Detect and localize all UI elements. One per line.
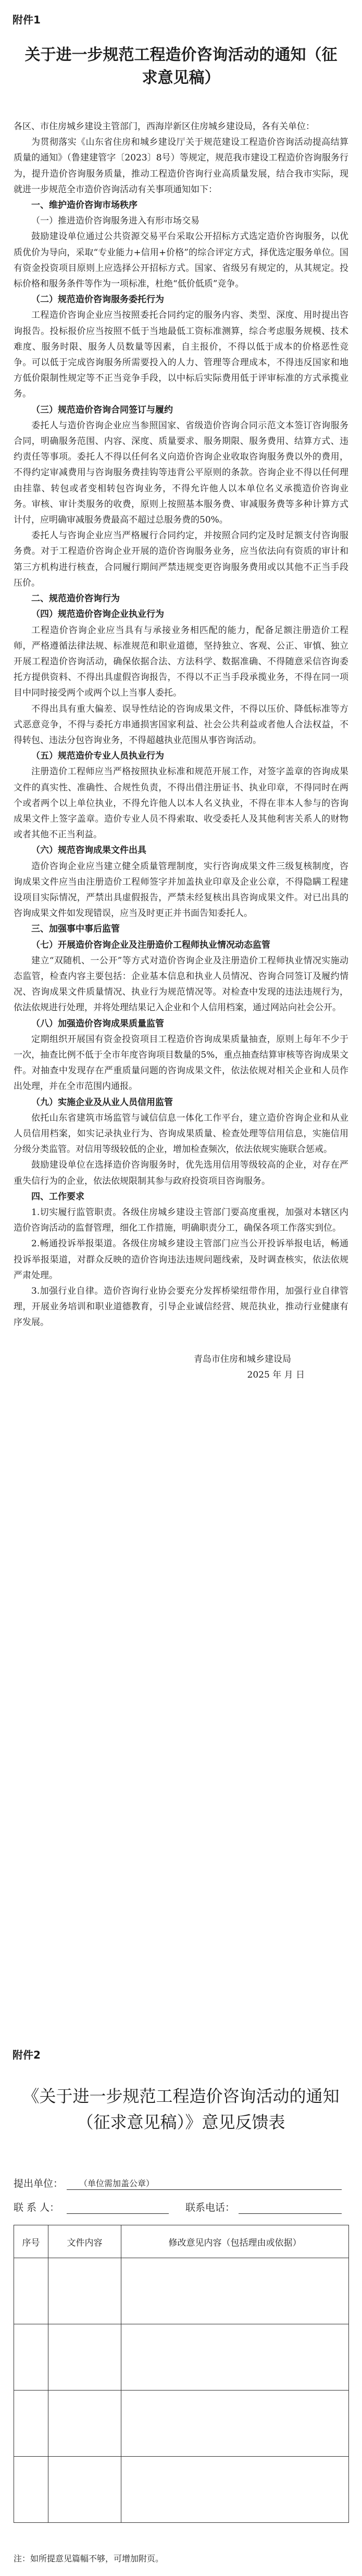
table-cell[interactable]: [48, 2324, 121, 2391]
issue-date: 2025 年 月 日: [247, 1369, 305, 1380]
section-heading: 二、规范造价咨询行为: [31, 593, 120, 604]
contact-field-row: [14, 2199, 347, 2215]
paragraph: 工程造价咨询企业应当具有与承接业务相匹配的能力，配备足额注册造价工程师，严格遵循法律法规、标准规范和职业道德，坚持独立、客观、公正、审慎、独立开展工程造价咨询活动，确保依据合法、方法科学、数据准确、不得随意采信咨询委托方提供资料、不得出具虚假咨询报告，不得以不正当手段承揽业务，不得在同一项目中同时接受两个或两个以上当事人委托。: [14, 625, 348, 699]
contact-person-label: 联 系 人：: [14, 2202, 60, 2213]
paragraph: 3.加强行业自律。造价咨询行业协会要充分发挥桥梁纽带作用，加强行业自律管理，开展业务培训和职业道德教育，引导企业诚信经营、规范执业，推动行业健康有序发展。: [14, 1286, 348, 1328]
paragraph: 1.切实履行监管职责。各级住房城乡建设主管部门要高度重视，加强对本辖区内造价咨询活动的监督管理，细化工作措施，明确职责分工，确保各项工作落实到位。: [14, 1207, 348, 1234]
attachment-2-label: 附件2: [13, 2049, 41, 2061]
table-row: [14, 2391, 349, 2457]
phone-underline: [239, 2213, 342, 2214]
table-cell[interactable]: [14, 2391, 48, 2457]
unit-underline: [67, 2189, 342, 2190]
table-cell[interactable]: [48, 2258, 121, 2324]
paragraph: 各区、市住房城乡建设主管部门，西海岸新区住房城乡建设局，各有关单位：: [14, 121, 315, 132]
notice-title: 关于进一步规范工程造价咨询活动的通知（征求意见稿）: [24, 46, 338, 87]
table-cell[interactable]: [121, 2324, 349, 2391]
table-cell[interactable]: [14, 2258, 48, 2324]
unit-label: 提出单位：: [14, 2178, 64, 2189]
feedback-table: [14, 2225, 349, 2523]
table-cell[interactable]: [48, 2457, 121, 2523]
section-heading: 一、维护造价咨询市场秩序: [31, 200, 138, 211]
table-cell[interactable]: [14, 2324, 48, 2391]
notice-body: [14, 119, 348, 1383]
paragraph: 定期组织开展国有资金投资项目工程造价咨询成果质量抽查，原则上每年不少于一次，抽查比例不低于全市年度咨询项目数量的5%，重点抽查结算审核等咨询成果文件。对抽查中发现存在严重质量问题的咨询成果文件，依法依规对相关企业和人员作出处理，并在全市范围内通报。: [14, 1034, 348, 1092]
unit-field-row: [14, 2175, 347, 2191]
paragraph: 依托山东省建筑市场监管与诚信信息一体化工作平台，建立造价咨询企业和从业人员信用档案，如实记录执业行为、咨询成果质量、检查处理等信用信息，实施信用分级分类监管。对信用等级较低的企业，增加检查频次，依法依规实施联合惩戒。: [14, 1112, 348, 1155]
subsection-heading: （二）规范造价咨询服务委托行为: [31, 294, 164, 305]
attachment-1-label: 附件1: [13, 14, 41, 26]
table-row: [14, 2324, 349, 2391]
contact-person-underline: [67, 2213, 169, 2214]
table-cell[interactable]: [121, 2391, 349, 2457]
issuer-name: 青岛市住房和城乡建设局: [194, 1354, 291, 1365]
paragraph: 工程造价咨询企业应当按照委托合同约定的服务内容、类型、深度、用时提出咨询报告。投标报价应当按照不低于当地最低工资标准测算，综合考虑服务规模、技术难度、服务时限、服务人员数量等因素，自主报价，不得以低于成本的价格恶性竞争。可以低于完成咨询服务所需要投入的人力、管理等合理成本，不得违反国家和地方低价限制性规定等不正当竞争手段，以中标后实际费用低于评审标准的方式承揽业务。: [14, 310, 348, 400]
subsection-heading: （五）规范造价专业人员执业行为: [31, 751, 164, 762]
paragraph: 建立“双随机、一公开”等方式对造价咨询企业及注册造价工程师执业情况实施动态监管，检查内容主要包括：企业基本信息和执业人员情况、咨询合同签订及履约情况、咨询成果文件质量情况、执业行为规范情况等。对检查中发现的违法违规行为，依法依规进行处理，并将处理结果记入企业和个人信用档案，通过网站向社会公开。: [14, 955, 348, 1013]
form-note: 注：如所提意见篇幅不够，可增加附页。: [14, 2554, 164, 2563]
subsection-heading: （七）开展造价咨询企业及注册造价工程师执业情况动态监管: [31, 939, 270, 950]
paragraph: 2.畅通投诉举报渠道。各级住房城乡建设主管部门应当公开投诉举报电话，畅通投诉举报渠道，对群众反映的造价咨询违法违规问题线索，及时调查核实，依法依规严肃处理。: [14, 1239, 348, 1281]
paragraph: 不得出具有重大偏差、误导性结论的咨询成果文件，不得以压价、降低标准等方式恶意竞争，不得与委托方串通损害国家利益、社会公共利益或者他人合法权益，不得转包、违法分包咨询业务，不得超越执业范围从事咨询活动。: [14, 703, 348, 746]
header-opinion: 修改意见内容（包括理由或依据）: [121, 2225, 349, 2258]
paragraph: 委托人与造价咨询企业应当参照国家、省级造价咨询合同示范文本签订咨询服务合同，明确服务范围、内容、深度、质量要求、服务期限、服务费用、结算方式、违约责任等事项。委托人不得以任何名义向造价咨询企业收取咨询服务费以外的费用，不得约定审减费用与咨询服务费挂钩等违背公平原则的条款。咨询企业不得以任何理由挂靠、转包或者变相转包咨询业务，不得允许他人以本单位名义承揽造价咨询业务。审核、审计类服务的收费，原则上按照基本服务费、审减服务费等多种计算方式计付，应明确审减服务费最高不超过总服务费的50%。: [14, 420, 348, 526]
paragraph: 造价咨询企业应当建立健全质量管理制度，实行咨询成果文件三级复核制度，咨询成果文件应当由注册造价工程师签字并加盖执业印章及企业公章，不得隐瞒工程建设项目实际情况，严禁出具虚假报告，严禁未经复核出具咨询成果文件。对已出具的咨询成果文件如发现错误，应当及时更正并书面告知委托人。: [14, 861, 348, 919]
subsection-heading: （一）推进造价咨询服务进入有形市场交易: [31, 216, 199, 227]
subsection-heading: （八）加强造价咨询成果质量监管: [31, 1018, 164, 1029]
paragraph: 委托人与咨询企业应当严格履行合同约定，并按照合同约定及时足额支付咨询服务费。对于工程造价咨询企业开展的造价咨询服务业务，应当依法向有资质的审计和第三方机构进行核查，合同履行期间严禁违规变更咨询服务费用或以其他不正当手段压价。: [14, 530, 348, 588]
feedback-form-title: 《关于进一步规范工程造价咨询活动的通知（征求意见稿）》意见反馈表: [22, 2086, 340, 2132]
table-row: [14, 2457, 349, 2523]
table-cell[interactable]: [14, 2457, 48, 2523]
table-cell[interactable]: [121, 2457, 349, 2523]
unit-value: （单位需加盖公章）: [79, 2178, 155, 2188]
table-row: [14, 2258, 349, 2324]
header-serial: 序号: [14, 2225, 48, 2258]
phone-label: 联系电话：: [185, 2202, 235, 2213]
subsection-heading: （四）规范造价咨询企业执业行为: [31, 609, 164, 620]
subsection-heading: （六）规范咨询成果文件出具: [31, 845, 146, 856]
paragraph: 为贯彻落实《山东省住房和城乡建设厅关于规范建设工程造价咨询活动提高结算质量的通知》（鲁建建管字〔2023〕8号）等规定，规范我市建设工程造价咨询服务行为，提升造价咨询服务质量，推动工程造价咨询行业高质量发展，结合我市实际，现就进一步规范全市造价咨询活动有关事项通知如下：: [14, 137, 348, 195]
subsection-heading: （九）实施企业及从业人员信用监管: [31, 1097, 173, 1108]
section-heading: 四、工作要求: [31, 1191, 84, 1202]
paragraph: 鼓励建设单位在选择造价咨询服务时，优先选用信用等级较高的企业，对存在严重失信行为的企业，依法依规限制其参与政府投资项目咨询服务。: [14, 1160, 348, 1186]
paragraph: 注册造价工程师应当严格按照执业标准和规范开展工作，对签字盖章的咨询成果文件的真实性、准确性、合规性负责，不得出借注册证书、执业印章，不得同时在两个或者两个以上单位执业，不得允许他人以本人名义执业，不得在非本人参与的咨询成果文件上签字盖章。造价专业人员不得索取、收受委托人及其他利害关系人的财物或者其他不正当利益。: [14, 766, 348, 840]
paragraph: 鼓励建设单位通过公共资源交易平台采取公开招标方式选定造价咨询服务，以优质优价为导向，采取“专业能力+信用+价格”的综合评定方式，择优选定服务单位。国有资金投资项目原则上应选择公开招标方式。国家、省级另有规定的，从其规定。投标价格和服务条件等作为一项标准，杜绝“低价低质”竞争。: [14, 231, 348, 290]
subsection-heading: （三）规范造价咨询合同签订与履约: [31, 404, 173, 415]
section-heading: 三、加强事中事后监管: [31, 924, 120, 935]
table-cell[interactable]: [121, 2258, 349, 2324]
table-header-row: [14, 2225, 349, 2258]
table-cell[interactable]: [48, 2391, 121, 2457]
header-content: 文件内容: [48, 2225, 121, 2258]
